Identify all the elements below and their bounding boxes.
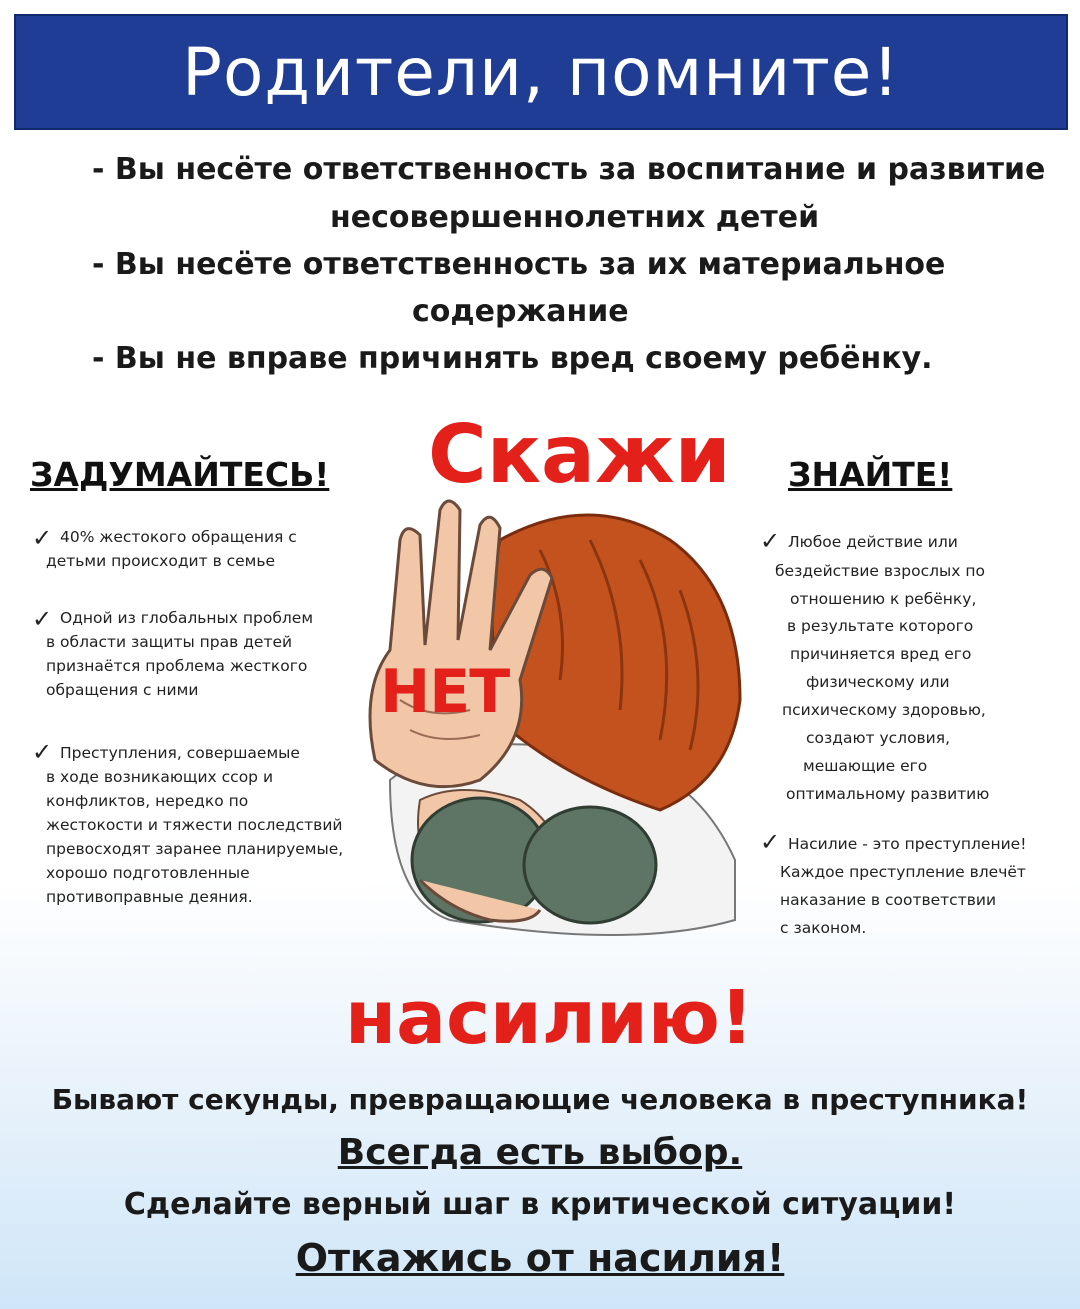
page-title: Родители, помните! [182,33,900,111]
check-icon: ✓ [32,524,53,552]
right-fact-1-line-7: психическому здоровью, [782,701,986,719]
check-icon: ✓ [760,527,781,555]
right-fact-1-line-6: физическому или [806,673,950,691]
bottom-line-1: Бывают секунды, превращающие человека в преступника! [51,1083,1029,1116]
left-fact-1-line-2: детьми происходит в семье [46,552,276,570]
right-fact-2-line-3: наказание в соответствии [780,891,997,909]
right-fact-1-line-1: Любое действие или [788,533,958,551]
right-fact-2-line-1: Насилие - это преступление! [788,835,1027,853]
left-fact-2-line-2: в области защиты прав детей [46,633,293,651]
intro-line-2: несовершеннолетних детей [330,200,820,235]
right-fact-1-line-8: создают условия, [806,729,951,747]
left-fact-2-line-3: признаётся проблема жесткого [46,657,308,675]
left-fact-3-line-6: хорошо подготовленные [46,864,250,882]
violence-heading: насилию! [345,975,754,1061]
right-fact-2-line-2: Каждое преступление влечёт [780,863,1026,881]
intro-line-1: - Вы несёте ответственность за воспитание и развитие [92,152,1046,187]
bottom-line-4: Откажись от насилия! [295,1236,785,1280]
no-label: НЕТ [380,657,510,727]
left-fact-3-line-7: противоправные деяния. [46,888,253,906]
right-fact-1-line-3: отношению к ребёнку, [790,590,977,608]
header-banner [14,14,1068,130]
bottom-line-2: Всегда есть выбор. [337,1132,743,1173]
ball-right [524,807,656,923]
left-heading: ЗАДУМАЙТЕСЬ! [30,455,330,494]
left-fact-3-line-5: превосходят заранее планируемые, [46,840,344,858]
right-fact-2-line-4: с законом. [780,919,867,937]
right-heading: ЗНАЙТЕ! [788,455,953,494]
bottom-line-3: Сделайте верный шаг в критической ситуации! [123,1187,957,1222]
left-fact-1-line-1: 40% жестокого обращения с [60,528,297,546]
right-fact-1-line-4: в результате которого [787,617,974,635]
check-icon: ✓ [32,605,53,633]
left-fact-2-line-1: Одной из глобальных проблем [60,609,314,627]
left-fact-3-line-2: в ходе возникающих ссор и [46,768,274,786]
check-icon: ✓ [760,828,781,856]
intro-line-5: - Вы не вправе причинять вред своему ребёнку. [92,341,933,376]
left-fact-3-line-3: конфликтов, нередко по [46,792,249,810]
left-fact-3-line-1: Преступления, совершаемые [60,744,300,762]
intro-line-4: содержание [412,294,629,329]
right-fact-1-line-2: бездействие взрослых по [775,562,985,580]
left-fact-2-line-4: обращения с ними [46,681,199,699]
right-fact-1-line-5: причиняется вред его [790,645,972,663]
say-heading: Скажи [428,408,731,501]
right-fact-1-line-10: оптимальному развитию [786,785,990,803]
intro-line-3: - Вы несёте ответственность за их материальное [92,247,946,282]
check-icon: ✓ [32,738,53,766]
left-fact-3-line-4: жестокости и тяжести последствий [46,816,343,834]
right-fact-1-line-9: мешающие его [803,757,928,775]
